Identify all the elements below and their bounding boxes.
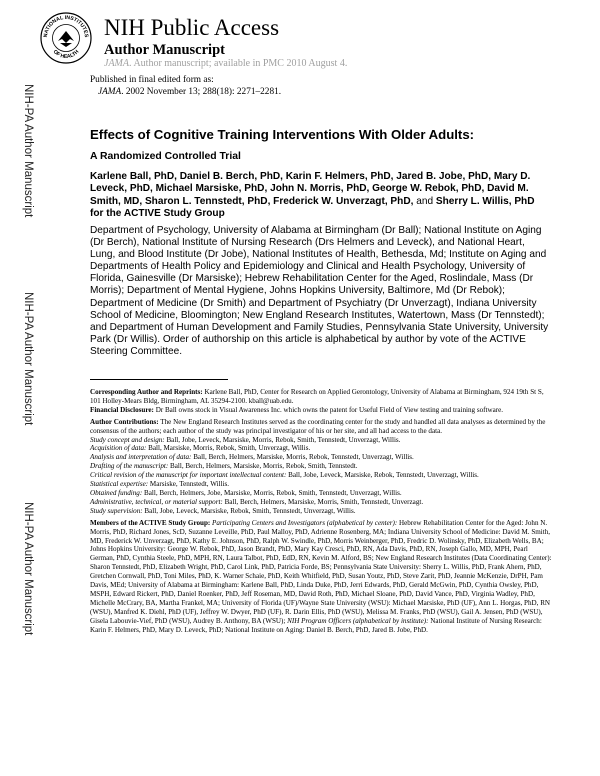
footnotes [90,388,552,634]
nih-logo [40,12,92,64]
role-line [90,480,552,489]
manuscript-label: Author Manuscript [104,42,225,58]
role-text: Ball, Jobe, Leveck, Marsiske, Rebok, Smith, Tennstedt, Unverzagt, Willis. [142,506,356,515]
role-line [90,507,552,516]
role-text: Ball, Berch, Helmers, Marsiske, Morris, Rebok, Smith, Tennstedt. [168,462,358,471]
role-line [90,489,552,498]
role-label: Study concept and design: [90,435,165,444]
publication-info [90,75,281,98]
role-text: Ball, Jobe, Leveck, Marsiske, Rebok, Tennstedt, Unverzagt, Willis. [286,471,479,480]
role-line [90,453,552,462]
role-label: Study supervision: [90,506,143,515]
sidebar-watermark: NIH-PA Author Manuscript [22,84,34,218]
logo-text-bottom: OF HEALTH [51,48,81,61]
authors-main: Karlene Ball, PhD, Daniel B. Berch, PhD, Karin F. Helmers, PhD, Jared B. Jobe, PhD, Mary D. Leveck, PhD, Michael Marsiske, PhD, John N. Morris, PhD, George W. Rebok, PhD, David M. Smith, MD, Sharon L. Tennstedt, PhD, Frederick W. Unverzagt, PhD, [90,171,531,207]
citation [90,87,281,99]
program-text: National Institute of Nursing Research: Karin F. Helmers, PhD, Mary D. Leveck, PhD; National Institute on Aging: Daniel B. Berch, PhD, Jared B. Jobe, PhD. [90,616,542,634]
members-label: Members of the ACTIVE Study Group: [90,518,211,527]
availability-journal: JAMA [104,58,129,69]
author-list [90,171,550,220]
authors-last: Sherry L. Willis, PhD for the ACTIVE Study Group [90,195,535,219]
correspondence-text: Karlene Ball, PhD, Center for Research on Applied Gerontology, University of Alabama at Birmingham, 924 19th St S, 101 Holley-Mears Bldg, Birmingham, AL 35294-2100. kball@uab.edu. [90,388,544,405]
role-label: Statistical expertise: [90,480,149,489]
role-line [90,436,552,445]
authors-and: and [413,195,436,207]
citation-journal: JAMA [98,86,122,97]
availability-note [104,58,347,70]
role-line [90,462,552,471]
contributions-note [90,418,552,436]
role-text: Marsiske, Tennstedt, Willis. [148,480,230,489]
availability-text: . Author manuscript; available in PMC 2010 August 4. [129,58,348,69]
sidebar-watermark: NIH-PA Author Manuscript [22,292,34,426]
role-text: Ball, Berch, Helmers, Jobe, Marsiske, Morris, Rebok, Smith, Tennstedt, Unverzagt, Willis. [142,488,402,497]
role-label: Analysis and interpretation of data: [90,453,192,462]
affiliations: Department of Psychology, University of Alabama at Birmingham (Dr Ball); National Institute on Aging (Dr Berch), National Institute of Nursing Research (Drs Helmers and Leveck), and National Heart, Lung, and Blood Institute (Dr Jobe), National Institutes of Health, Bethesda, Md; Institute on Aging and Departments of Health Policy and Epidemiology and Clinical and Health Psychology, University of Florida, Gainesville (Dr Marsiske); Hebrew Rehabilitation Center for the Aged, Roslindale, Mass (Dr Morris); Department of Mental Hygiene, Johns Hopkins University, Baltimore, Md (Dr Rebok); Department of Medicine (Dr Smith) and Department of Psychiatry (Dr Unverzagt), Indiana University School of Medicine, Bloomington; New England Research Institutes, Watertown, Mass (Dr Tennstedt); and Department of Human Development and Family Studies, Pennsylvania State University, University Park (Dr Willis). Order of authorship on this article is alphabetical by author by vote of the ACTIVE Steering Committee. [90,225,549,357]
correspondence-label: Corresponding Author and Reprints: [90,388,203,396]
contributions-text: The New England Research Institutes served as the coordinating center for the study and handled all data analyses as determined by the consensus of the authors; each author of the study was principal investigator of his or her site, and all had access to the data. [90,417,546,435]
program-italic: NIH Program Officers (alphabetical by institute): [285,616,429,625]
role-line [90,444,552,453]
article-subtitle: A Randomized Controlled Trial [90,151,241,162]
footnote-divider [90,379,228,380]
role-label: Drafting of the manuscript: [90,462,169,471]
disclosure-text: Dr Ball owns stock in Visual Awareness Inc. which owns the patent for Useful Field of View testing and training software. [153,405,504,414]
role-label: Critical revision of the manuscript for important intellectual content: [90,471,287,480]
citation-text: . 2002 November 13; 288(18): 2271–2281. [121,86,282,97]
sidebar-watermark: NIH-PA Author Manuscript [22,502,34,636]
published-label: Published in final edited form as: [90,75,214,85]
role-text: Ball, Berch, Helmers, Marsiske, Morris, Smith, Tennstedt, Unverzagt. [222,497,424,506]
article-title: Effects of Cognitive Training Interventions With Older Adults: [90,127,475,142]
correspondence-note [90,388,552,406]
members-note [90,519,552,635]
role-label: Acquisition of data: [90,444,147,453]
members-italic: Participating Centers and Investigators (alphabetical by center): [210,518,398,527]
role-label: Obtained funding: [90,488,143,497]
role-text: Ball, Berch, Helmers, Marsiske, Morris, Rebok, Tennstedt, Unverzagt, Willis. [191,453,414,462]
role-label: Administrative, technical, or material support: [90,497,223,506]
members-text: Hebrew Rehabilitation Center for the Aged: John N. Morris, PhD, Richard Jones, ScD, Suzanne Leveille, PhD, Paul Malloy, PhD, Adrienne Rosenberg, MA; Indiana University School of Medicine: David M. Smith, MD, Frederick W. Unverzagt, PhD, Kathy E. Johnson, PhD, Ralph W. Swindle, PhD, Morris Weinberger, PhD, Fredric D. Wolinsky, PhD, Elizabeth Wells, BA; Johns Hopkins University: George W. Rebok, PhD, Jason Brandt, PhD, Mary Kay Cresci, PhD, RN, Ada Davis, PhD, RN, Joseph Gallo, MD, MPH, Pearl German, PhD, Cynthia Steele, PhD, MPH, RN, Laura Talbot, PhD, EdD, RN, Kevin M. Alford, BS; New England Research Institutes (Data Coordinating Center): Sharon Tennstedt, PhD, Elizabeth Wright, PhD, Carol Link, PhD, Patricia Forde, BS; Pennsylvania State University: Sherry L. Willis, PhD, Frank Ahern, PhD, Gretchen Cornwall, PhD, Toni Miles, PhD, K. Warner Schaie, PhD, Keith Whitfield, PhD, Susan Youtz, PhD, Steve Zarit, PhD, Jeannie McKenzie, DrPH, Pam Davis, MEd; University of Alabama at Birmingham: Karlene Ball, PhD, Linda Duke, PhD, Jerri Edwards, PhD, Gerald McGwin, PhD, Cynthia Owsley, PhD, MSPH, Edward Rickert, PhD, Daniel Roenker, PhD, Jeff Roseman, MD, David Roth, PhD, Michael Sloane, PhD, David Vance, PhD, Virginia Wadley, PhD, Michelle McCrary, BA, Martha Frankel, MA; University of Florida (UF)/Wayne State University (WSU): Michael Marsiske, PhD (UF), Ann L. Horgas, PhD, RN (WSU), Manfred K. Diehl, PhD (UF), Jeffrey W. Dwyer, PhD (UF), R. Darin Ellis, PhD (WSU), Melissa M. Franks, PhD (WSU), Gail A. Jensen, PhD (WSU), Gisela Labouvie-Vief, PhD (WSU), Audrey B. Anthony, BA (WSU); [90,518,552,625]
disclosure-label: Financial Disclosure: [90,405,154,414]
logo-text-top: NATIONAL INSTITUTES [42,14,90,38]
role-line [90,498,552,507]
repository-title: NIH Public Access [104,15,280,40]
role-line [90,471,552,480]
contributions-label: Author Contributions: [90,417,159,426]
role-text: Ball, Jobe, Leveck, Marsiske, Morris, Rebok, Smith, Tennstedt, Unverzagt, Willis. [164,435,401,444]
role-text: Ball, Marsiske, Morris, Rebok, Smith, Unverzagt, Willis. [146,444,311,453]
disclosure-note [90,406,552,415]
